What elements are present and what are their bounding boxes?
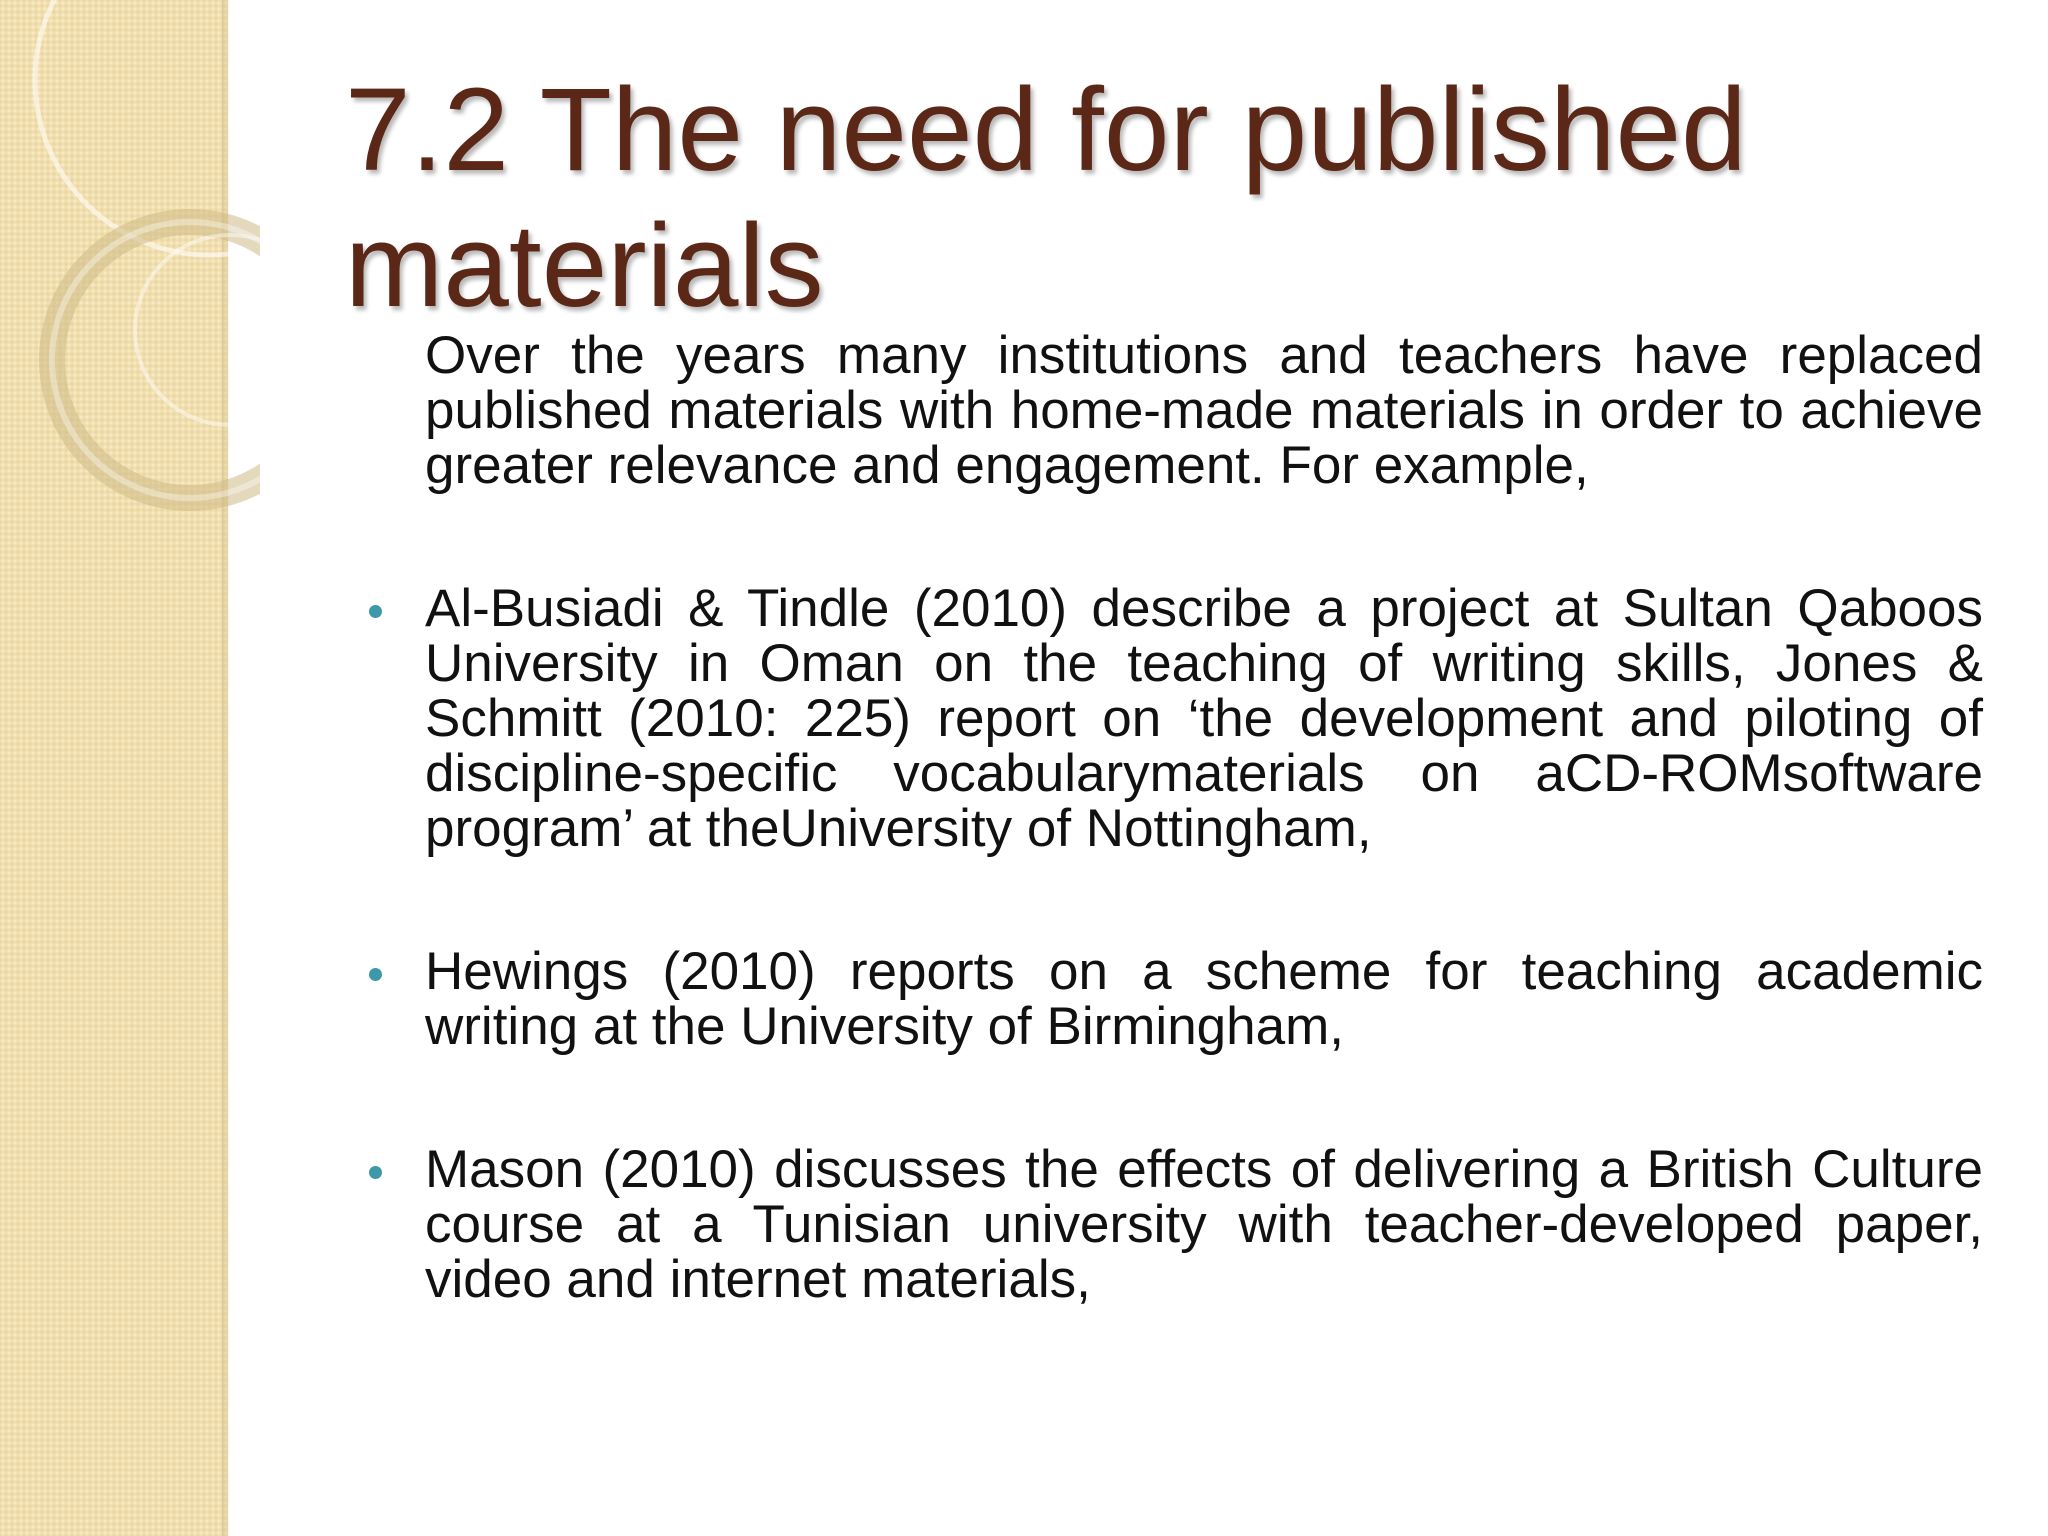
bullet-text: Al-Busiadi & Tindle (2010) describe a project at Sultan Qaboos University in Oman on the teaching of writing skills, Jones & Schmitt (2010: 225) report on ‘the development and piloting of discipline-specific vocabularymaterials on aCD-ROMsoftware program’ at theUniversity of Nottingham, xyxy=(425,579,1983,858)
bullet-icon xyxy=(369,968,382,981)
list-item xyxy=(345,944,1983,1054)
slide-title: 7.2 The need for published materials xyxy=(345,64,1747,332)
slide-body xyxy=(345,328,1983,1307)
intro-paragraph: Over the years many institutions and teachers have replaced published materials with home-made materials in order to achieve greater relevance and engagement. For example, xyxy=(425,326,1983,495)
decorative-swirl-icon xyxy=(0,0,260,520)
list-item xyxy=(345,581,1983,856)
bullet-text: Hewings (2010) reports on a scheme for teaching academic writing at the University of Birmingham, xyxy=(425,942,1983,1056)
bullet-text: Mason (2010) discusses the effects of delivering a British Culture course at a Tunisian university with teacher-developed paper, video and internet materials, xyxy=(425,1140,1983,1309)
list-item xyxy=(345,1142,1983,1307)
bullet-list xyxy=(345,581,1983,1307)
bullet-icon xyxy=(369,605,382,618)
bullet-icon xyxy=(369,1166,382,1179)
